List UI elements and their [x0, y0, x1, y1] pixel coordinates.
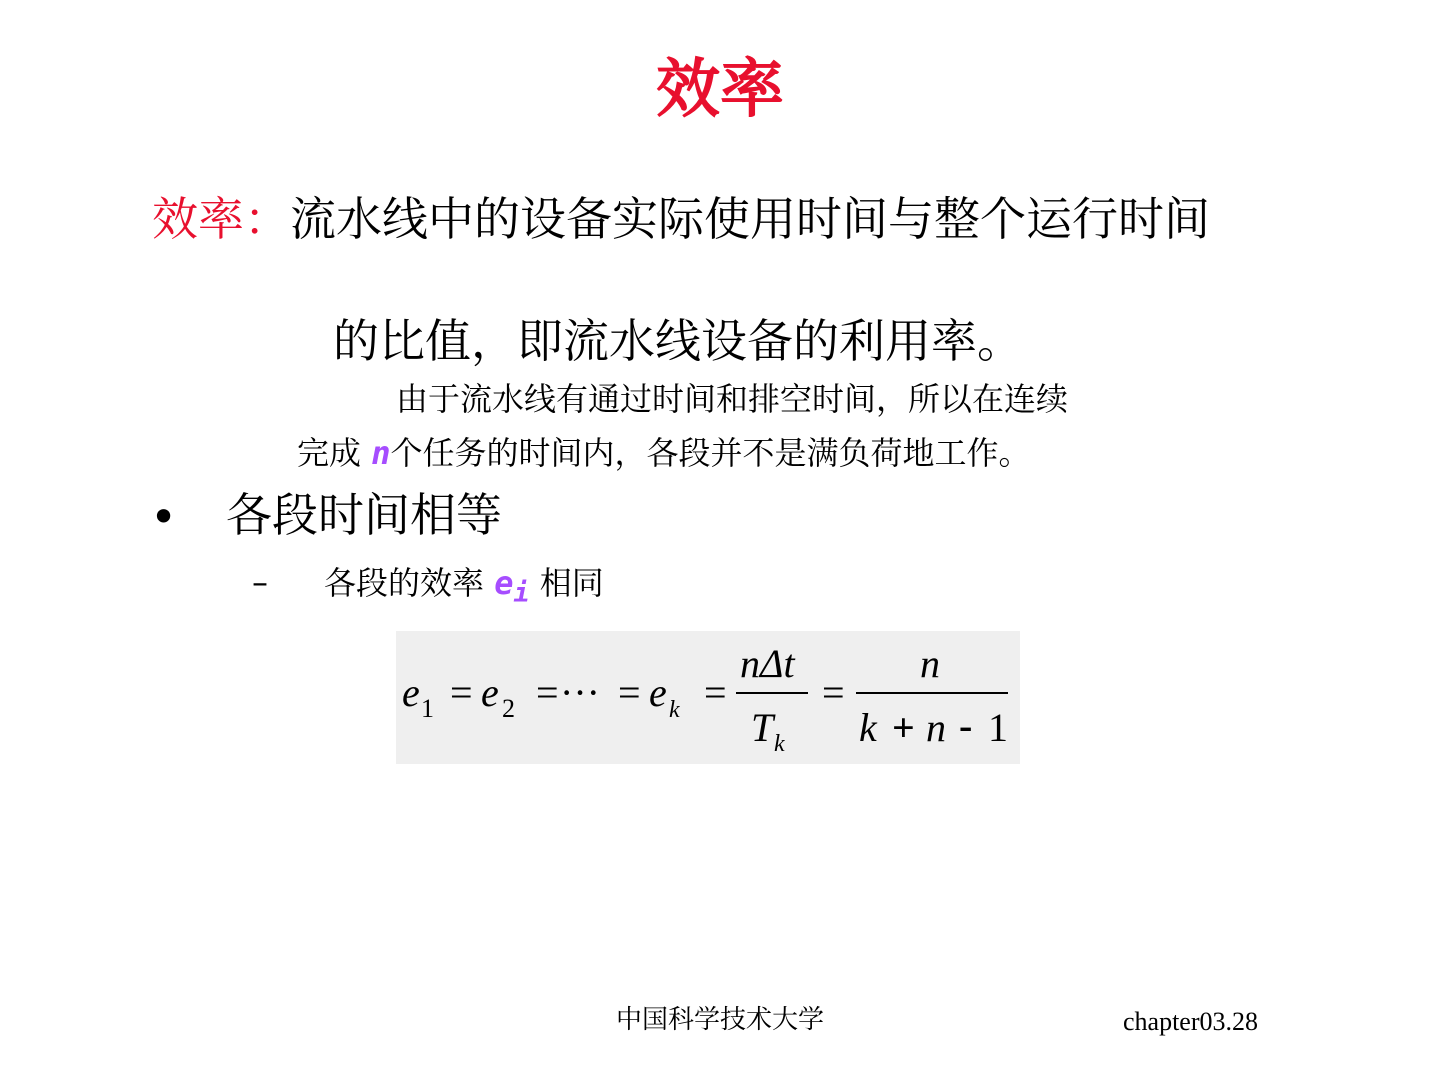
variable-e-subscript: i	[513, 577, 530, 609]
footer-institution: 中国科学技术大学	[615, 1005, 824, 1035]
formula-svg	[396, 631, 1020, 764]
definition-line-2: 的比值，即流水线设备的利用率。	[333, 314, 1023, 368]
formula-eq-5: =	[822, 670, 845, 715]
footer-page-number: chapter03.28	[1123, 1007, 1259, 1036]
definition-line-1	[152, 188, 1210, 250]
formula-den-n: n	[926, 705, 946, 750]
formula-e1: e	[402, 670, 420, 715]
efficiency-formula	[396, 631, 1020, 764]
formula-denominator-T: T	[751, 705, 774, 750]
sub-bullet-marker: –	[252, 563, 268, 601]
formula-eq-3: =	[618, 670, 641, 715]
formula-numerator-1: nΔt	[740, 641, 795, 686]
formula-den-minus: -	[959, 703, 973, 748]
formula-eq-1: =	[450, 670, 473, 715]
formula-eq-2: =	[536, 670, 559, 715]
formula-den-k: k	[859, 705, 877, 750]
note-line-2	[297, 430, 1030, 476]
formula-sub-k: k	[669, 697, 680, 723]
variable-n: n	[371, 434, 391, 472]
formula-e2: e	[481, 670, 499, 715]
formula-den-plus: +	[892, 705, 915, 750]
formula-eq-4: =	[704, 670, 727, 715]
formula-sub-2: 2	[502, 694, 515, 723]
bullet-text: 各段时间相等	[226, 488, 502, 542]
formula-numerator-2: n	[920, 641, 940, 686]
slide-title: 效率	[656, 53, 784, 127]
formula-dots: ···	[560, 670, 600, 715]
note-suffix: 个任务的时间内，各段并不是满负荷地工作。	[390, 434, 1031, 472]
sub-bullet-suffix: 相同	[529, 564, 604, 602]
sub-bullet-text	[324, 560, 604, 616]
sub-bullet-prefix: 各段的效率	[324, 564, 495, 602]
definition-term: 效率：	[152, 192, 290, 246]
bullet-marker: •	[150, 490, 178, 544]
formula-denominator-k-sub: k	[774, 731, 785, 757]
definition-text-1: 流水线中的设备实际使用时间与整个运行时间	[290, 192, 1210, 246]
formula-ek: e	[649, 670, 667, 715]
note-line-1: 由于流水线有通过时间和排空时间，所以在连续	[396, 380, 1069, 418]
formula-den-one: 1	[988, 705, 1008, 750]
note-prefix: 完成	[297, 434, 372, 472]
variable-e: e	[494, 564, 514, 602]
formula-sub-1: 1	[421, 694, 434, 723]
